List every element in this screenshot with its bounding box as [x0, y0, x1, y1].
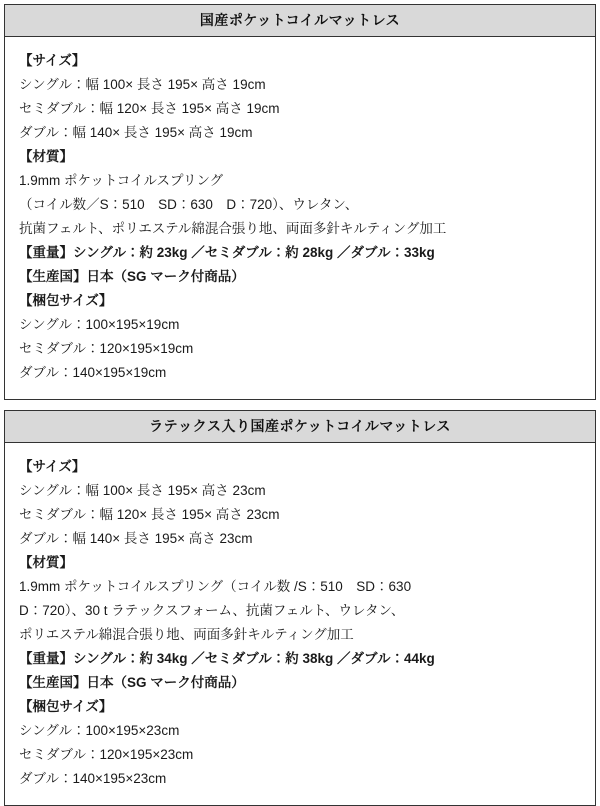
- spec-line: 【重量】シングル：約 23kg ／セミダブル：約 28kg ／ダブル：33kg: [19, 244, 435, 260]
- spec-line: 【材質】: [19, 554, 73, 570]
- spec-line: 【生産国】日本（SG マーク付商品）: [19, 674, 245, 690]
- spec-line: シングル：100×195×23cm: [19, 722, 180, 738]
- spec-line: 1.9mm ポケットコイルスプリング（コイル数 /S：510 SD：630: [19, 578, 412, 594]
- spec-table-body: [5, 37, 595, 399]
- spec-line: D：720）、30 t ラテックスフォーム、抗菌フェルト、ウレタン、: [19, 602, 405, 618]
- spec-line: シングル：幅 100× 長さ 195× 高さ 19cm: [19, 76, 266, 92]
- spec-table-title: 国産ポケットコイルマットレス: [5, 5, 595, 37]
- spec-line: セミダブル：幅 120× 長さ 195× 高さ 19cm: [19, 100, 280, 116]
- spec-table-body: [5, 443, 595, 805]
- spec-line: ダブル：140×195×23cm: [19, 771, 167, 787]
- spec-line: ダブル：140×195×19cm: [19, 365, 167, 380]
- spec-line: 【梱包サイズ】: [19, 292, 113, 308]
- spec-line: セミダブル：120×195×23cm: [19, 747, 194, 762]
- spec-table-latex-pocket-coil-mattress: [4, 410, 596, 806]
- spec-line: 【梱包サイズ】: [19, 698, 113, 714]
- spec-line: 抗菌フェルト、ポリエステル綿混合張り地、両面多針キルティング加工: [19, 220, 447, 236]
- spec-line: シングル：幅 100× 長さ 195× 高さ 23cm: [19, 482, 266, 498]
- spec-table-pocket-coil-mattress: [4, 4, 596, 400]
- spec-line: （コイル数／S：510 SD：630 D：720）、ウレタン、: [19, 196, 359, 212]
- spec-line: 【生産国】日本（SG マーク付商品）: [19, 268, 245, 284]
- spec-line: 【材質】: [19, 148, 73, 164]
- spec-line: ダブル：幅 140× 長さ 195× 高さ 23cm: [19, 530, 253, 546]
- spec-table-title: ラテックス入り国産ポケットコイルマットレス: [5, 411, 595, 443]
- spec-line: セミダブル：幅 120× 長さ 195× 高さ 23cm: [19, 506, 280, 522]
- spec-line: 【重量】シングル：約 34kg ／セミダブル：約 38kg ／ダブル：44kg: [19, 650, 435, 666]
- spec-line: 1.9mm ポケットコイルスプリング: [19, 172, 224, 188]
- spec-line: 【サイズ】: [19, 52, 86, 68]
- spec-line: ポリエステル綿混合張り地、両面多針キルティング加工: [19, 626, 354, 642]
- spec-line: ダブル：幅 140× 長さ 195× 高さ 19cm: [19, 124, 253, 140]
- spec-line: シングル：100×195×19cm: [19, 316, 180, 332]
- spec-line: セミダブル：120×195×19cm: [19, 340, 194, 356]
- spec-line: 【サイズ】: [19, 458, 86, 474]
